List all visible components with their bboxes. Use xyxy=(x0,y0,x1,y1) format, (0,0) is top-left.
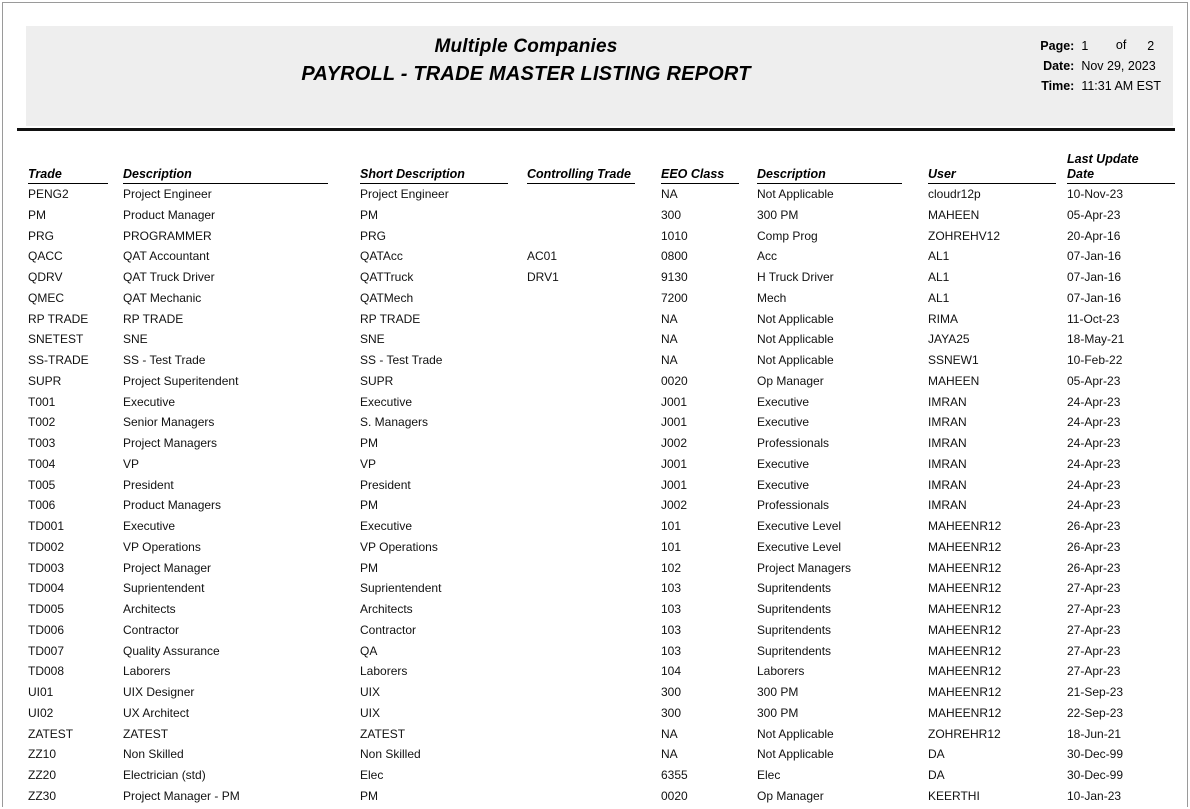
cell-trade: T003 xyxy=(28,436,56,450)
table-row xyxy=(3,706,1188,727)
report-header-band xyxy=(26,26,1173,126)
cell-trade: ZZ10 xyxy=(28,747,57,762)
cell-trade: UI02 xyxy=(28,705,54,720)
cell-trade: T004 xyxy=(28,456,56,471)
cell-last-update-date: 30-Dec-99 xyxy=(1067,747,1124,762)
cell-description: Contractor xyxy=(123,622,180,637)
cell-description: Project Superitendent xyxy=(123,373,239,388)
cell-eeo-class: 0020 xyxy=(661,373,688,388)
cell-eeo-description: Comp Prog xyxy=(757,228,818,243)
table-row xyxy=(3,581,1188,602)
cell-user: MAHEENR12 xyxy=(928,622,1002,637)
date-label: Date: xyxy=(1043,59,1075,73)
cell-last-update-date: 18-Jun-21 xyxy=(1067,726,1122,741)
report-company-name: Multiple Companies xyxy=(434,36,618,57)
cell-user: MAHEENR12 xyxy=(928,581,1002,596)
cell-user: RIMA xyxy=(928,311,958,326)
cell-user: MAHEEN xyxy=(928,373,980,388)
cell-last-update-date: 26-Apr-23 xyxy=(1067,519,1121,533)
meta-row-date xyxy=(1040,56,1161,76)
table-row xyxy=(3,249,1188,270)
cell-eeo-description: Supritendents xyxy=(757,622,832,637)
cell-eeo-description: Executive xyxy=(757,415,810,430)
cell-eeo-description: Executive Level xyxy=(757,539,842,554)
table-row xyxy=(3,374,1188,395)
cell-eeo-description: Elec xyxy=(757,768,781,782)
cell-description: Architects xyxy=(123,602,176,616)
cell-short-description: VP xyxy=(360,456,377,471)
cell-description: President xyxy=(123,477,174,492)
cell-eeo-description: Professionals xyxy=(757,498,830,513)
column-header-last-update-date xyxy=(1067,152,1175,184)
cell-short-description: QA xyxy=(360,643,378,658)
cell-short-description: QATAcc xyxy=(360,249,403,264)
cell-last-update-date: 27-Apr-23 xyxy=(1067,581,1121,596)
cell-description: Project Engineer xyxy=(123,187,212,201)
cell-trade: SNETEST xyxy=(28,332,84,347)
cell-controlling-trade: DRV1 xyxy=(527,270,559,284)
cell-trade: ZZ20 xyxy=(28,768,57,782)
cell-eeo-class: 300 xyxy=(661,685,682,699)
cell-eeo-class: 300 xyxy=(661,207,682,222)
cell-last-update-date: 07-Jan-16 xyxy=(1067,290,1122,305)
cell-last-update-date: 05-Apr-23 xyxy=(1067,373,1121,388)
cell-last-update-date: 10-Nov-23 xyxy=(1067,187,1124,201)
cell-user: MAHEENR12 xyxy=(928,664,1002,679)
cell-user: MAHEENR12 xyxy=(928,519,1002,533)
cell-description: QAT Accountant xyxy=(123,249,210,264)
cell-last-update-date: 27-Apr-23 xyxy=(1067,664,1121,679)
cell-trade: T005 xyxy=(28,477,56,492)
cell-eeo-class: 102 xyxy=(661,560,682,575)
cell-short-description: QATMech xyxy=(360,290,414,305)
cell-short-description: ZATEST xyxy=(360,726,406,741)
cell-description: Electrician (std) xyxy=(123,768,206,782)
column-header-controlling-trade: Controlling Trade xyxy=(527,167,635,184)
table-row xyxy=(3,602,1188,623)
cell-short-description: Non Skilled xyxy=(360,747,421,762)
cell-description: Suprientendent xyxy=(123,581,205,596)
cell-trade: TD002 xyxy=(28,539,65,554)
cell-user: MAHEENR12 xyxy=(928,560,1002,575)
time-label: Time: xyxy=(1041,79,1075,93)
table-row xyxy=(3,312,1188,333)
cell-trade: SUPR xyxy=(28,373,62,388)
table-row xyxy=(3,498,1188,519)
cell-eeo-class: NA xyxy=(661,353,678,367)
table-row xyxy=(3,561,1188,582)
cell-eeo-description: Professionals xyxy=(757,436,830,450)
cell-last-update-date: 11-Oct-23 xyxy=(1067,311,1120,326)
cell-trade: QMEC xyxy=(28,290,64,305)
cell-user: SSNEW1 xyxy=(928,353,979,367)
cell-trade: TD005 xyxy=(28,602,65,616)
cell-user: IMRAN xyxy=(928,394,967,409)
cell-last-update-date: 05-Apr-23 xyxy=(1067,207,1121,222)
cell-description: Executive xyxy=(123,394,176,409)
cell-eeo-class: 0020 xyxy=(661,788,688,803)
cell-short-description: Contractor xyxy=(360,622,417,637)
cell-last-update-date: 24-Apr-23 xyxy=(1067,477,1121,492)
cell-eeo-description: Not Applicable xyxy=(757,311,834,326)
cell-user: ZOHREHV12 xyxy=(928,228,1001,243)
cell-short-description: QATTruck xyxy=(360,270,414,284)
cell-description: UIX Designer xyxy=(123,685,195,699)
cell-description: Project Manager - PM xyxy=(123,788,240,803)
cell-eeo-class: 103 xyxy=(661,622,682,637)
cell-eeo-description: Not Applicable xyxy=(757,332,834,347)
cell-user: IMRAN xyxy=(928,498,967,513)
cell-last-update-date: 18-May-21 xyxy=(1067,332,1125,347)
cell-last-update-date: 27-Apr-23 xyxy=(1067,602,1121,616)
cell-eeo-class: NA xyxy=(661,332,678,347)
table-row xyxy=(3,519,1188,540)
cell-trade: T002 xyxy=(28,415,56,430)
cell-eeo-class: J001 xyxy=(661,394,688,409)
cell-user: IMRAN xyxy=(928,477,967,492)
cell-short-description: SS - Test Trade xyxy=(360,353,443,367)
page-total: 2 xyxy=(1147,39,1155,53)
cell-eeo-class: 103 xyxy=(661,602,682,616)
cell-trade: T001 xyxy=(28,394,56,409)
cell-eeo-class: 9130 xyxy=(661,270,688,284)
cell-description: SS - Test Trade xyxy=(123,353,206,367)
cell-eeo-class: NA xyxy=(661,726,678,741)
cell-eeo-class: 7200 xyxy=(661,290,688,305)
cell-user: MAHEENR12 xyxy=(928,705,1002,720)
cell-user: AL1 xyxy=(928,290,950,305)
column-header-eeo-class: EEO Class xyxy=(661,167,739,184)
cell-last-update-date: 24-Apr-23 xyxy=(1067,498,1121,513)
table-body xyxy=(3,187,1188,807)
cell-eeo-description: Supritendents xyxy=(757,581,832,596)
cell-last-update-date: 24-Apr-23 xyxy=(1067,415,1121,430)
cell-trade: RP TRADE xyxy=(28,311,89,326)
cell-short-description: Executive xyxy=(360,394,413,409)
table-row xyxy=(3,644,1188,665)
cell-last-update-date: 27-Apr-23 xyxy=(1067,622,1121,637)
cell-user: DA xyxy=(928,747,945,762)
table-column-headers xyxy=(3,149,1188,183)
cell-trade: PRG xyxy=(28,228,55,243)
cell-trade: PM xyxy=(28,207,46,222)
cell-short-description: Elec xyxy=(360,768,384,782)
cell-short-description: UIX xyxy=(360,685,381,699)
cell-user: KEERTHI xyxy=(928,788,980,803)
cell-description: Executive xyxy=(123,519,176,533)
cell-last-update-date: 24-Apr-23 xyxy=(1067,436,1121,450)
cell-eeo-class: NA xyxy=(661,747,678,762)
cell-short-description: PM xyxy=(360,560,378,575)
cell-short-description: PM xyxy=(360,436,378,450)
cell-eeo-class: 6355 xyxy=(661,768,688,782)
column-header-trade: Trade xyxy=(28,167,108,184)
table-row xyxy=(3,229,1188,250)
cell-user: AL1 xyxy=(928,270,950,284)
table-row xyxy=(3,270,1188,291)
cell-eeo-class: 300 xyxy=(661,705,682,720)
table-row xyxy=(3,768,1188,789)
cell-eeo-description: 300 PM xyxy=(757,207,799,222)
cell-last-update-date: 24-Apr-23 xyxy=(1067,394,1121,409)
column-header-user: User xyxy=(928,167,1056,184)
cell-user: MAHEENR12 xyxy=(928,602,1002,616)
column-header-short-description: Short Description xyxy=(360,167,508,184)
cell-eeo-description: Supritendents xyxy=(757,643,832,658)
cell-eeo-description: Acc xyxy=(757,249,778,264)
cell-last-update-date: 24-Apr-23 xyxy=(1067,456,1121,471)
cell-trade: QACC xyxy=(28,249,63,264)
cell-user: ZOHREHR12 xyxy=(928,726,1001,741)
cell-last-update-date: 07-Jan-16 xyxy=(1067,270,1122,284)
cell-trade: ZZ30 xyxy=(28,788,57,803)
cell-description: Non Skilled xyxy=(123,747,184,762)
cell-description: Senior Managers xyxy=(123,415,215,430)
cell-eeo-description: Not Applicable xyxy=(757,747,834,762)
cell-description: Product Manager xyxy=(123,207,216,222)
cell-user: JAYA25 xyxy=(928,332,970,347)
cell-last-update-date: 26-Apr-23 xyxy=(1067,539,1121,554)
cell-trade: PENG2 xyxy=(28,187,69,201)
cell-short-description: President xyxy=(360,477,411,492)
cell-eeo-description: Not Applicable xyxy=(757,353,834,367)
cell-description: RP TRADE xyxy=(123,311,184,326)
cell-eeo-class: 104 xyxy=(661,664,682,679)
cell-trade: T006 xyxy=(28,498,56,513)
cell-user: MAHEENR12 xyxy=(928,539,1002,554)
cell-short-description: VP Operations xyxy=(360,539,438,554)
cell-last-update-date: 07-Jan-16 xyxy=(1067,249,1122,264)
cell-description: Project Manager xyxy=(123,560,212,575)
column-header-last-update-line2: Date xyxy=(1067,167,1095,181)
cell-short-description: PM xyxy=(360,498,378,513)
cell-short-description: Suprientendent xyxy=(360,581,442,596)
cell-trade: TD007 xyxy=(28,643,65,658)
table-row xyxy=(3,457,1188,478)
cell-eeo-class: J002 xyxy=(661,436,688,450)
table-row xyxy=(3,727,1188,748)
column-header-eeo-description: Description xyxy=(757,167,902,184)
cell-eeo-class: J001 xyxy=(661,477,688,492)
cell-user: IMRAN xyxy=(928,436,967,450)
cell-eeo-description: Executive xyxy=(757,394,810,409)
column-header-last-update-line1: Last Update xyxy=(1067,152,1139,166)
cell-trade: TD001 xyxy=(28,519,65,533)
cell-eeo-description: Supritendents xyxy=(757,602,832,616)
cell-controlling-trade: AC01 xyxy=(527,249,558,264)
meta-row-page xyxy=(1040,36,1161,56)
cell-trade: QDRV xyxy=(28,270,63,284)
cell-eeo-description: 300 PM xyxy=(757,685,799,699)
cell-eeo-class: 103 xyxy=(661,643,682,658)
cell-eeo-class: 0800 xyxy=(661,249,688,264)
cell-eeo-description: Op Manager xyxy=(757,788,824,803)
cell-description: QAT Mechanic xyxy=(123,290,202,305)
cell-eeo-class: NA xyxy=(661,311,678,326)
cell-eeo-class: 1010 xyxy=(661,228,688,243)
table-row xyxy=(3,685,1188,706)
cell-short-description: Executive xyxy=(360,519,413,533)
cell-short-description: S. Managers xyxy=(360,415,429,430)
cell-short-description: Architects xyxy=(360,602,413,616)
cell-eeo-description: 300 PM xyxy=(757,705,799,720)
cell-eeo-description: Not Applicable xyxy=(757,726,834,741)
cell-description: QAT Truck Driver xyxy=(123,270,215,284)
cell-description: Quality Assurance xyxy=(123,643,220,658)
cell-last-update-date: 10-Jan-23 xyxy=(1067,788,1122,803)
table-row xyxy=(3,415,1188,436)
cell-user: cloudr12p xyxy=(928,187,981,201)
table-row xyxy=(3,291,1188,312)
cell-short-description: UIX xyxy=(360,705,381,720)
table-row xyxy=(3,353,1188,374)
cell-trade: TD008 xyxy=(28,664,65,679)
cell-eeo-description: Executive Level xyxy=(757,519,842,533)
cell-user: MAHEENR12 xyxy=(928,685,1002,699)
table-row xyxy=(3,664,1188,685)
cell-short-description: SNE xyxy=(360,332,385,347)
table-row xyxy=(3,332,1188,353)
page-of-label: of xyxy=(1115,38,1127,52)
cell-description: PROGRAMMER xyxy=(123,228,212,243)
cell-description: Project Managers xyxy=(123,436,218,450)
table-row xyxy=(3,789,1188,807)
cell-last-update-date: 22-Sep-23 xyxy=(1067,705,1124,720)
cell-eeo-description: Mech xyxy=(757,290,787,305)
cell-eeo-description: Not Applicable xyxy=(757,187,834,201)
cell-description: UX Architect xyxy=(123,705,190,720)
cell-eeo-class: J001 xyxy=(661,456,688,471)
cell-user: IMRAN xyxy=(928,456,967,471)
cell-trade: TD003 xyxy=(28,560,65,575)
time-value: 11:31 AM EST xyxy=(1081,79,1161,93)
table-row xyxy=(3,478,1188,499)
cell-trade: UI01 xyxy=(28,685,54,699)
table-row xyxy=(3,436,1188,457)
table-row xyxy=(3,208,1188,229)
table-row xyxy=(3,395,1188,416)
cell-short-description: RP TRADE xyxy=(360,311,421,326)
cell-eeo-description: Laborers xyxy=(757,664,805,679)
cell-last-update-date: 20-Apr-16 xyxy=(1067,228,1121,243)
cell-eeo-description: Executive xyxy=(757,477,810,492)
cell-eeo-class: J001 xyxy=(661,415,688,430)
cell-eeo-description: Op Manager xyxy=(757,373,824,388)
cell-short-description: PM xyxy=(360,207,378,222)
cell-eeo-class: J002 xyxy=(661,498,688,513)
cell-trade: TD006 xyxy=(28,622,65,637)
cell-description: VP Operations xyxy=(123,539,201,554)
cell-description: VP xyxy=(123,456,140,471)
cell-user: MAHEEN xyxy=(928,207,980,222)
report-title-block xyxy=(26,34,1026,88)
cell-short-description: Project Engineer xyxy=(360,187,449,201)
table-row xyxy=(3,187,1188,208)
cell-eeo-description: H Truck Driver xyxy=(757,270,834,284)
cell-last-update-date: 30-Dec-99 xyxy=(1067,768,1124,782)
cell-eeo-description: Project Managers xyxy=(757,560,852,575)
table-row xyxy=(3,623,1188,644)
table-row xyxy=(3,540,1188,561)
cell-last-update-date: 27-Apr-23 xyxy=(1067,643,1121,658)
cell-description: Product Managers xyxy=(123,498,222,513)
cell-description: SNE xyxy=(123,332,148,347)
cell-eeo-class: 101 xyxy=(661,519,682,533)
cell-trade: SS-TRADE xyxy=(28,353,89,367)
cell-user: IMRAN xyxy=(928,415,967,430)
cell-short-description: PM xyxy=(360,788,378,803)
page-number: 1 xyxy=(1081,39,1089,53)
cell-short-description: SUPR xyxy=(360,373,394,388)
page-label: Page: xyxy=(1040,39,1075,53)
cell-eeo-class: NA xyxy=(661,187,678,201)
date-value: Nov 29, 2023 xyxy=(1081,59,1156,73)
cell-last-update-date: 21-Sep-23 xyxy=(1067,685,1124,699)
cell-short-description: Laborers xyxy=(360,664,408,679)
cell-eeo-description: Executive xyxy=(757,456,810,471)
cell-eeo-class: 103 xyxy=(661,581,682,596)
cell-last-update-date: 10-Feb-22 xyxy=(1067,353,1123,367)
cell-user: DA xyxy=(928,768,945,782)
cell-trade: ZATEST xyxy=(28,726,74,741)
cell-user: AL1 xyxy=(928,249,950,264)
meta-row-time xyxy=(1040,76,1161,96)
cell-description: Laborers xyxy=(123,664,171,679)
report-meta-block xyxy=(1040,36,1161,96)
report-title: PAYROLL - TRADE MASTER LISTING REPORT xyxy=(301,63,751,85)
column-header-description: Description xyxy=(123,167,328,184)
cell-user: MAHEENR12 xyxy=(928,643,1002,658)
cell-trade: TD004 xyxy=(28,581,65,596)
cell-description: ZATEST xyxy=(123,726,169,741)
header-divider-rule xyxy=(17,128,1175,131)
cell-eeo-class: 101 xyxy=(661,539,682,554)
cell-short-description: PRG xyxy=(360,228,387,243)
table-row xyxy=(3,747,1188,768)
cell-last-update-date: 26-Apr-23 xyxy=(1067,560,1121,575)
report-page xyxy=(2,2,1188,807)
